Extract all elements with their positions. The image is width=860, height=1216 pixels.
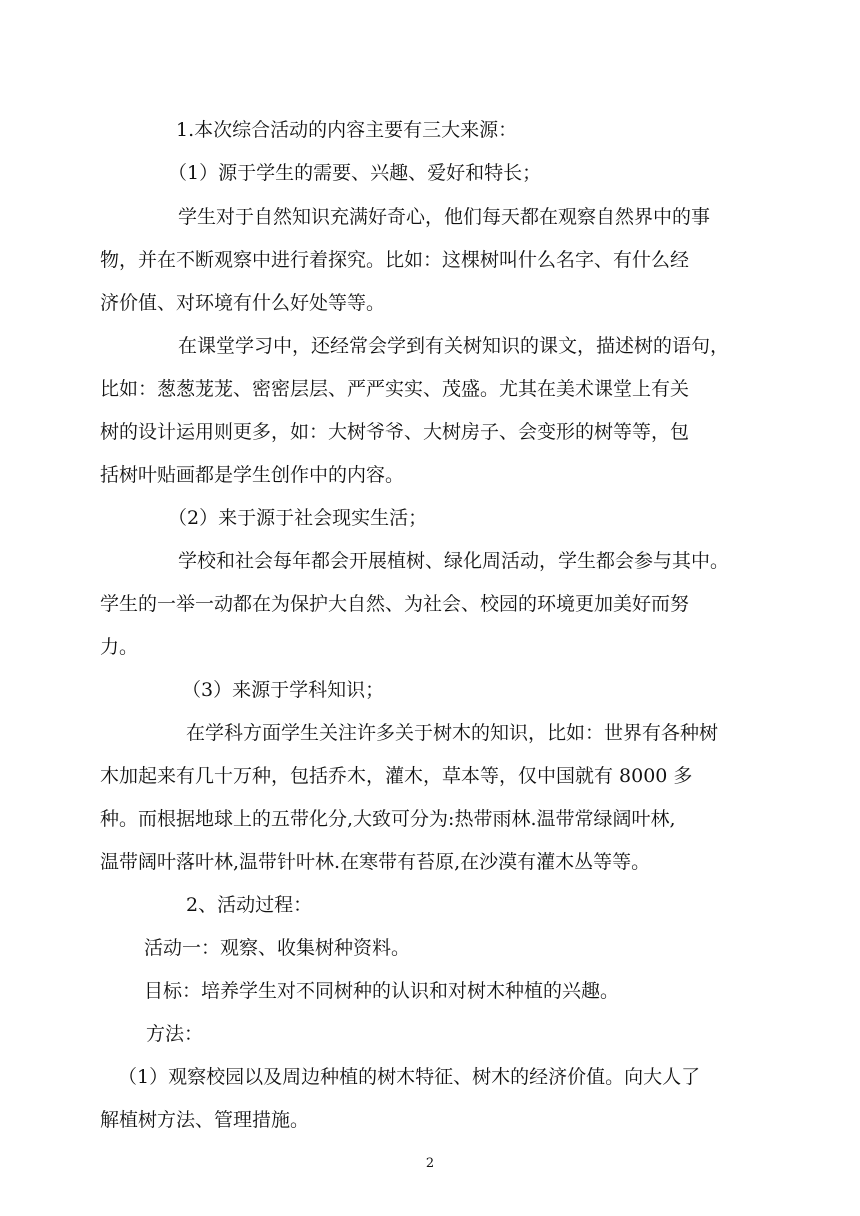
method-item: （1）观察校园以及周边种植的树木特征、树木的经济价值。向大人了 [118,1066,701,1088]
method-item-continuation: 解植树方法、管理措施。 [100,1109,310,1131]
paragraph-line: 比如：葱葱茏茏、密密层层、严严实实、茂盛。尤其在美术课堂上有关 [100,378,690,400]
subsection-heading: （1）源于学生的需要、兴趣、爱好和特长； [168,162,542,184]
subsection-heading: （3）来源于学科知识； [182,679,385,701]
paragraph-line: 学生的一举一动都在为保护大自然、为社会、校园的环境更加美好而努 [100,593,690,615]
paragraph-line: 括树叶贴画都是学生创作中的内容。 [100,464,405,486]
paragraph-line: 济价值、对环境有什么好处等等。 [100,292,386,314]
activity-title: 活动一：观察、收集树种资料。 [144,937,411,959]
paragraph-line: 力。 [100,636,139,658]
paragraph-line: 种。而根据地球上的五带化分,大致可分为:热带雨林.温带常绿阔叶林, [100,808,676,830]
paragraph-line: 树的设计运用则更多，如：大树爷爷、大树房子、会变形的树等等，包 [100,421,690,443]
subsection-heading: （2）来于源于社会现实生活； [168,507,428,529]
page-number: 2 [425,1156,435,1171]
paragraph-line: 学生对于自然知识充满好奇心，他们每天都在观察自然界中的事 [178,206,711,228]
paragraph-line: 温带阔叶落叶林,温带针叶林.在寒带有苔原,在沙漠有灌木丛等等。 [100,851,651,873]
paragraph-line: 物，并在不断观察中进行着探究。比如：这棵树叫什么名字、有什么经 [100,249,690,271]
paragraph-line: 在学科方面学生关注许多关于树木的知识，比如：世界有各种树 [186,722,719,744]
paragraph-line: 学校和社会每年都会开展植树、绿化周活动，学生都会参与其中。 [178,550,730,572]
section-heading: 1.本次综合活动的内容主要有三大来源： [176,119,518,141]
paragraph-line: 在课堂学习中，还经常会学到有关树知识的课文，描述树的语句， [178,335,730,357]
section-heading: 2、活动过程： [186,894,313,916]
method-label: 方法： [146,1023,204,1045]
paragraph-line: 木加起来有几十万种，包括乔木，灌木，草本等，仅中国就有 8000 多 [100,765,693,787]
activity-goal: 目标：培养学生对不同树种的认识和对树木种植的兴趣。 [144,980,620,1002]
